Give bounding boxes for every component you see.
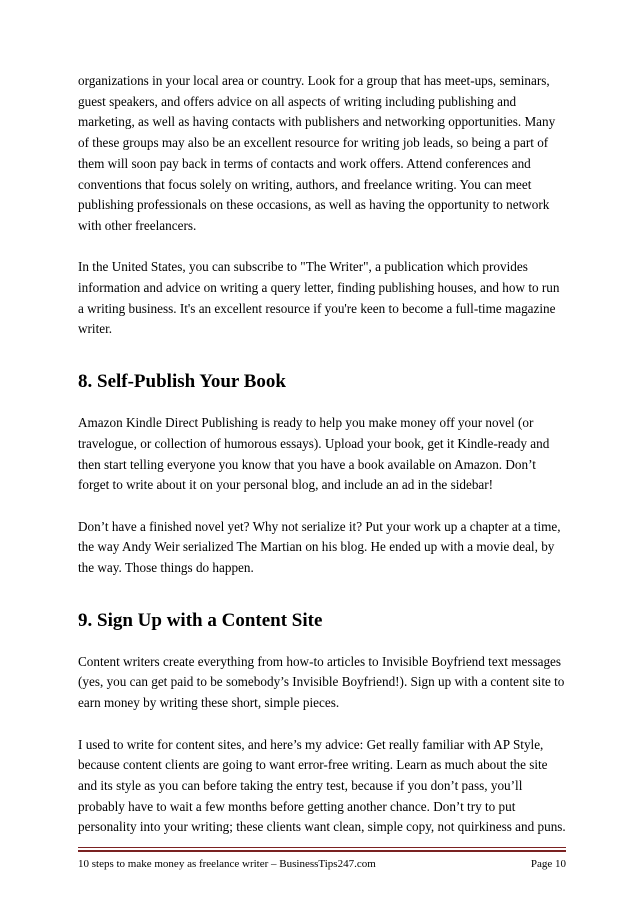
body-paragraph: I used to write for content sites, and here’s my advice: Get really familiar with AP Style, because content clients are going to want error-free writing. Learn as much about the site and its style as you can before taking the entry test, because if you don’t pass, you’ll probably have to wait a few months before getting another chance. Don’t try to put personality into your writing; these clients want clean, simple copy, not quirkiness and puns. <box>78 736 566 835</box>
footer-divider-thin <box>78 847 566 848</box>
footer-divider-thick <box>78 850 566 852</box>
footer-title: 10 steps to make money as freelance writer – BusinessTips247.com <box>78 858 376 870</box>
body-paragraph: Don’t have a finished novel yet? Why not serialize it? Put your work up a chapter at a time, the way Andy Weir serialized The Martian on his blog. He ended up with a movie deal, by the way. Those things do happen. <box>78 518 561 576</box>
section-heading-self-publish: 8. Self-Publish Your Book <box>78 371 286 393</box>
page-number: Page 10 <box>530 858 566 870</box>
body-paragraph: Amazon Kindle Direct Publishing is ready to help you make money off your novel (or travelogue, or collection of humorous essays). Upload your book, get it Kindle-ready and then start telling everyone you know that you have a book available on Amazon. Don’t forget to write about it on your personal blog, and include an ad in the sidebar! <box>78 415 550 493</box>
body-paragraph: In the United States, you can subscribe to "The Writer", a publication which provides information and advice on writing a query letter, finding publishing houses, and how to run a writing business. It's an excellent resource if you're keen to become a full-time magazine writer. <box>78 259 560 337</box>
body-paragraph: organizations in your local area or country. Look for a group that has meet-ups, seminars, guest speakers, and offers advice on all aspects of writing including publishing and marketing, as well as having contacts with publishers and networking opportunities. Many of these groups may also be an excellent resource for writing job leads, so being a part of them will soon pay back in terms of contacts and work offers. Attend conferences and conventions that focus solely on writing, authors, and freelance writing. You can meet publishing professionals on these occasions, as well as having the opportunity to network with other freelancers. <box>78 73 556 233</box>
page-body <box>78 71 568 838</box>
page-footer <box>78 857 566 871</box>
section-heading-content-site: 9. Sign Up with a Content Site <box>78 609 323 631</box>
body-paragraph: Content writers create everything from how-to articles to Invisible Boyfriend text messages (yes, you can get paid to be somebody’s Invisible Boyfriend!). Sign up with a content site to earn money by writing these short, simple pieces. <box>78 653 565 711</box>
